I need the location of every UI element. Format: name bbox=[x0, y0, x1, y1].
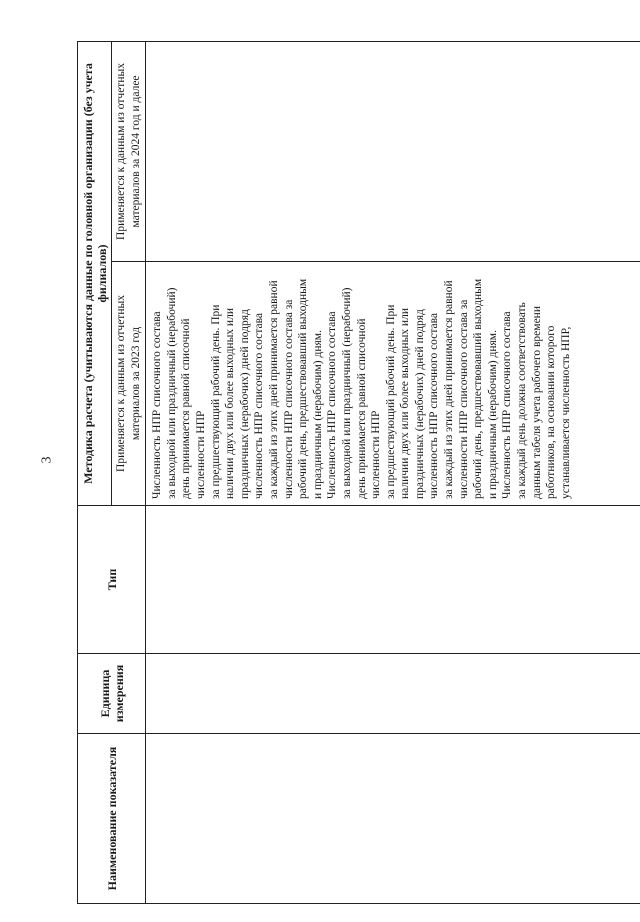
cell-method-2024 bbox=[146, 41, 640, 261]
method-line: и праздничным (нерабочим) дням. bbox=[311, 330, 324, 499]
cell-indicator-name bbox=[146, 734, 640, 904]
method-line: численности НПР bbox=[194, 410, 207, 499]
method-line: за каждый из этих дней принимается равной bbox=[443, 280, 456, 499]
header-indicator-name: Наименование показателя bbox=[78, 734, 146, 904]
method-line: за каждый день должна соответствовать bbox=[516, 302, 529, 499]
method-line: численность НПР списочного состава bbox=[253, 313, 266, 499]
method-line: численности НПР bbox=[370, 410, 383, 499]
header-type: Тип bbox=[78, 506, 146, 654]
method-line: рабочий день, предшествовавший выходным bbox=[472, 278, 485, 499]
header-applies-2023: Применяется к данным из отчетных материалов за 2023 год bbox=[112, 262, 146, 506]
method-line: и праздничным (нерабочим) дням. bbox=[486, 330, 499, 499]
method-line: день принимается равной списочной bbox=[180, 318, 193, 499]
method-line: Численность НПР списочного состава bbox=[326, 311, 339, 499]
method-line: за предшествующий рабочий день. При bbox=[384, 304, 397, 499]
method-line: за предшествующий рабочий день. При bbox=[209, 304, 222, 499]
cell-unit bbox=[146, 654, 640, 734]
method-line: численность НПР списочного состава bbox=[428, 313, 441, 499]
method-line: праздничных (нерабочих) дней подряд bbox=[238, 309, 251, 499]
method-line: за выходной или праздничный (нерабочий) bbox=[340, 287, 353, 499]
method-line: работников, на основании которого bbox=[545, 325, 558, 499]
method-line: Численность НПР списочного состава bbox=[501, 311, 514, 499]
method-line: за выходной или праздничный (нерабочий) bbox=[165, 287, 178, 499]
header-unit: Единица измерения bbox=[78, 654, 146, 734]
method-line: праздничных (нерабочих) дней подряд bbox=[413, 309, 426, 499]
header-applies-2024: Применяется к данным из отчетных материалов за 2024 год и далее bbox=[112, 41, 146, 261]
method-line: наличии двух или более выходных или bbox=[399, 308, 412, 499]
cell-type bbox=[146, 506, 640, 654]
method-line: Численность НПР списочного состава bbox=[151, 311, 164, 499]
page-number: 3 bbox=[39, 456, 55, 464]
method-line: наличии двух или более выходных или bbox=[224, 308, 237, 499]
header-method: Методика расчета (учитываются данные по головной организации (без учета филиалов) bbox=[78, 41, 112, 505]
method-line: данным табеля учета рабочего времени bbox=[530, 306, 543, 499]
method-line: численности НПР списочного состава за bbox=[457, 299, 470, 499]
method-line: устанавливается численность НПР, bbox=[559, 326, 572, 499]
method-line: день принимается равной списочной bbox=[355, 318, 368, 499]
method-line: за каждый из этих дней принимается равной bbox=[267, 280, 280, 499]
method-line: рабочий день, предшествовавший выходным bbox=[297, 278, 310, 499]
method-line: численности НПР списочного состава за bbox=[282, 299, 295, 499]
indicator-table bbox=[77, 42, 640, 904]
rotated-table-region bbox=[77, 42, 640, 904]
cell-method-2023 bbox=[146, 262, 640, 506]
